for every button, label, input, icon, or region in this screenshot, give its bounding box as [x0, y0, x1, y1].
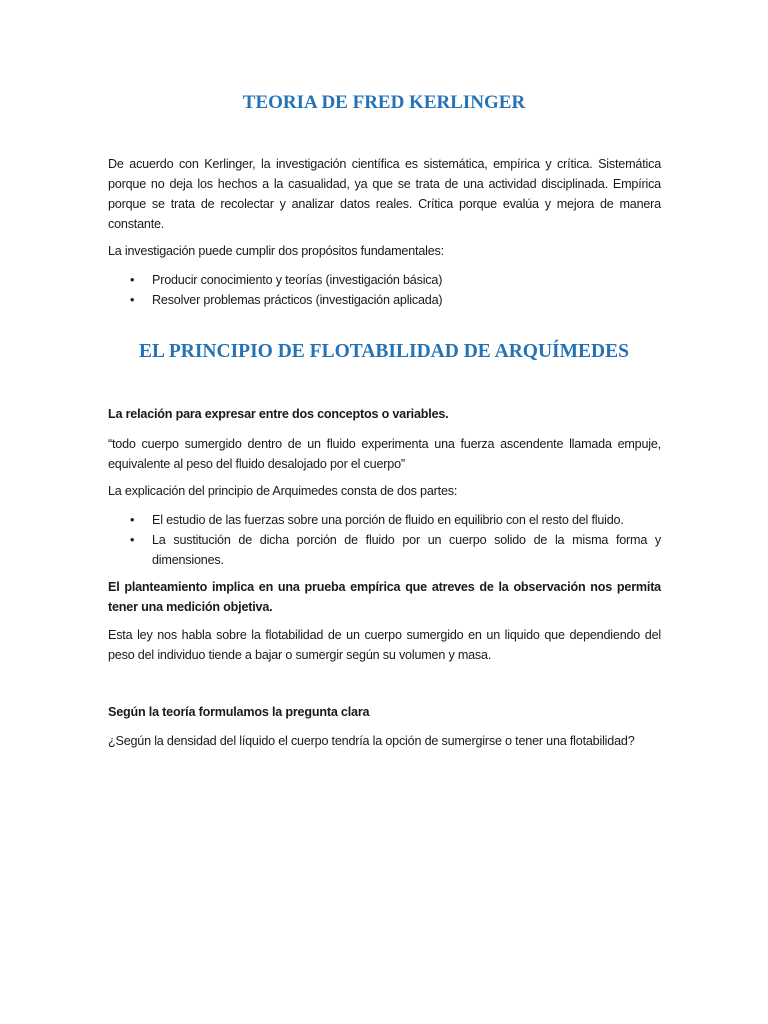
bullet-icon: •: [130, 293, 135, 307]
bullet-icon: •: [130, 533, 135, 547]
bullet-icon: •: [130, 513, 135, 527]
principle-quote: “todo cuerpo sumergido dentro de un fluido experimenta una fuerza ascendente llamada empuje, equivalente al peso del fluido desalojado por el cuerpo”: [108, 437, 661, 471]
purposes-intro: La investigación puede cumplir dos propósitos fundamentales:: [108, 244, 444, 258]
explanation-intro: La explicación del principio de Arquimedes consta de dos partes:: [108, 484, 458, 498]
list-item-text: La sustitución de dicha porción de fluido por un cuerpo solido de la misma forma y dimensiones.: [152, 533, 661, 567]
list-item: [108, 510, 661, 530]
list-item: [108, 270, 661, 290]
list-item: [108, 530, 661, 570]
law-paragraph: Esta ley nos habla sobre la flotabilidad de un cuerpo sumergido en un liquido que dependiendo del peso del individuo tiende a bajar o sumergir según su volumen y masa.: [108, 628, 661, 662]
section-title-kerlinger: TEORIA DE FRED KERLINGER: [242, 92, 526, 113]
list-item: [108, 290, 661, 310]
theory-question-label: Según la teoría formulamos la pregunta clara: [108, 705, 370, 719]
purposes-list: [108, 270, 661, 310]
section-title-arquimedes: EL PRINCIPIO DE FLOTABILIDAD DE ARQUÍMEDES: [139, 341, 629, 362]
research-question: ¿Según la densidad del líquido el cuerpo tendría la opción de sumergirse o tener una flotabilidad?: [108, 734, 635, 748]
kerlinger-paragraph: De acuerdo con Kerlinger, la investigación científica es sistemática, empírica y crítica. Sistemática porque no deja los hechos a la casualidad, ya que se trata de una actividad disciplinada. Empírica porque se trata de recolectar y analizar datos reales. Crítica porque evalúa y mejora de manera constante.: [108, 157, 661, 231]
approach-statement: El planteamiento implica en una prueba empírica que atreves de la observación nos permita tener una medición objetiva.: [108, 580, 661, 614]
list-item-text: El estudio de las fuerzas sobre una porción de fluido en equilibrio con el resto del fluido.: [152, 513, 624, 527]
list-item-text: Producir conocimiento y teorías (investigación básica): [152, 273, 443, 287]
explanation-list: [108, 510, 661, 570]
list-item-text: Resolver problemas prácticos (investigación aplicada): [152, 293, 443, 307]
relation-statement: La relación para expresar entre dos conceptos o variables.: [108, 407, 449, 421]
bullet-icon: •: [130, 273, 135, 287]
